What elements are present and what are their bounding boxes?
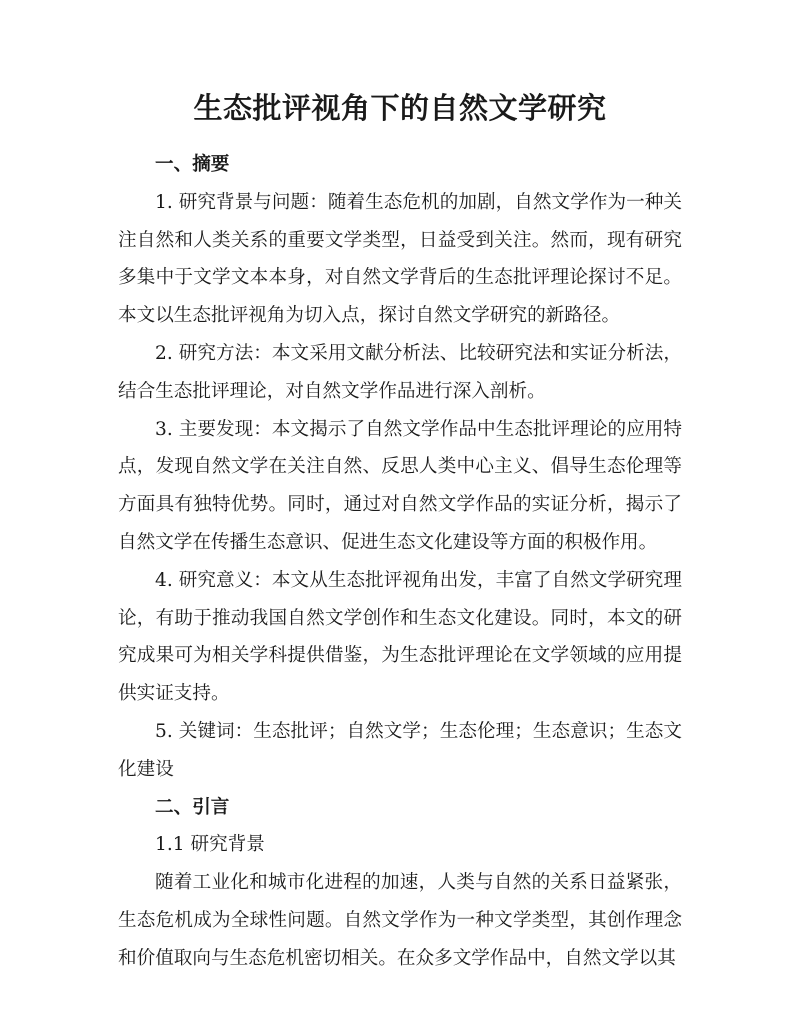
intro-subheading: 1.1 研究背景 bbox=[155, 834, 265, 856]
abstract-heading: 一、摘要 bbox=[155, 154, 230, 175]
intro-paragraph: 随着工业化和城市化进程的加速，人类与自然的关系日益紧张，生态危机成为全球性问题。自然文学作为一种文学类型，其创作理念和价值取向与生态危机密切相关。在众多文学作品中，自然文学以其 bbox=[118, 872, 682, 969]
document-body bbox=[118, 146, 682, 978]
abstract-item-background: 1. 研究背景与问题：随着生态危机的加剧，自然文学作为一种关注自然和人类关系的重要文学类型，日益受到关注。然而，现有研究多集中于文学文本本身，对自然文学背后的生态批评理论探讨不足。本文以生态批评视角为切入点，探讨自然文学研究的新路径。 bbox=[118, 191, 682, 327]
abstract-item-significance: 4. 研究意义：本文从生态批评视角出发，丰富了自然文学研究理论，有助于推动我国自然文学创作和生态文化建设。同时，本文的研究成果可为相关学科提供借鉴，为生态批评理论在文学领域的应用提供实证支持。 bbox=[118, 569, 682, 705]
abstract-item-methods: 2. 研究方法：本文采用文献分析法、比较研究法和实证分析法，结合生态批评理论，对自然文学作品进行深入剖析。 bbox=[118, 342, 682, 402]
page-title: 生态批评视角下的自然文学研究 bbox=[193, 91, 607, 125]
abstract-item-keywords: 5. 关键词：生态批评；自然文学；生态伦理；生态意识；生态文化建设 bbox=[118, 720, 682, 780]
abstract-item-findings: 3. 主要发现：本文揭示了自然文学作品中生态批评理论的应用特点，发现自然文学在关注自然、反思人类中心主义、倡导生态伦理等方面具有独特优势。同时，通过对自然文学作品的实证分析，揭示了自然文学在传播生态意识、促进生态文化建设等方面的积极作用。 bbox=[118, 418, 682, 553]
intro-heading: 二、引言 bbox=[155, 796, 230, 818]
